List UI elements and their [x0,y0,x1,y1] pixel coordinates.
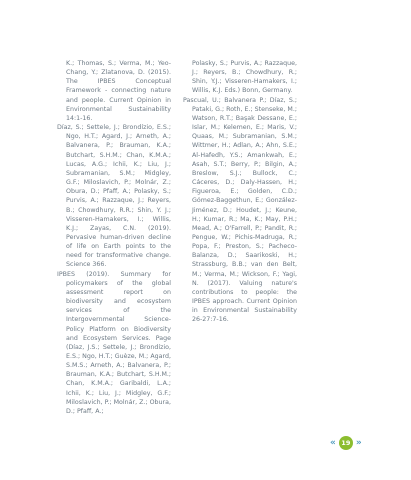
reference-continuation: Polasky, S.; Purvis, A.; Razzaque, J.; Reyers, B.; Chowdhury, R.; Shin, Y.J.; Visseren-Hamakers, I.; Willis, K.J. Eds.) Bonn, Germany. [192,60,297,95]
reference-continuation: K.; Thomas, S.; Verma, M.; Yeo-Chang, Y.; Zlatanova, D. (2015). The IPBES Conceptual Framework - connecting nature and people. Current Opinion in Environmental Sustainability 14:1-16. [66,60,171,122]
next-page-icon[interactable]: » [355,438,362,448]
page-number-badge: 19 [339,436,353,450]
reference-entry: IPBES (2019). Summary for policymakers of the global assessment report on biodiversity and ecosystem services of the Intergovernmental Science-Policy Platform on Biodiversity and Ecosystem Services. Page (Díaz, J.S.; Settele, J.; Brondízio, E.S.; Ngo, H.T.; Guèze, M.; Agard, S.M.S.; Arneth, A.; Balvanera, P.; Brauman, K.A.; Butchart, S.H.M.; Chan, K.M.A.; Garibaldi, L.A.; Ichii, K.; Liu, J.; Midgley, G.F.; Miloslavich, P.; Molnár, Z.; Obura, D.; Pfaff, A.; [57,270,171,415]
page-navigation [330,436,362,450]
references-left-column [57,59,171,416]
references-right-column [183,59,297,325]
reference-entry: Pascual, U.; Balvanera P.; Díaz, S.; Pataki, G.; Roth, E.; Stenseke, M.; Watson, R.T.; Başak Dessane, E.; Islar, M.; Kelemen, E.; Maris, V.; Quaas, M.; Subramanian, S.M.; Wittmer, H.; Adlan, A.; Ahn, S.E.; Al-Hafedh, Y.S.; Amankwah, E.; Asah, S.T.; Berry, P.; Bilgin, A.; Breslow, S.J.; Bullock, C.; Cáceres, D.; Daly-Hassen, H.; Figueroa, E.; Golden, C.D.; Gómez-Baggethun, E.; González-Jiménez, D.; Houdet, J.; Keune, H.; Kumar, R.; Ma, K.; May, P.H.; Mead, A.; O'Farrell, P.; Pandit, R.; Pengue, W.; Pichis-Madruga, R.; Popa, F.; Preston, S.; Pacheco-Balanza, D.; Saarikoski, H.; Strassburg, B.B.; van den Belt, M.; Verma, M.; Wickson, F.; Yagi, N. (2017). Valuing nature's contributions to people: the IPBES approach. Current Opinion in Environmental Sustainability 26-27:7-16. [183,96,297,324]
reference-entry: Díaz, S.; Settele, J.; Brondízio, E.S.; Ngo, H.T.; Agard, J.; Arneth, A.; Balvanera, P.; Brauman, K.A.; Butchart, S.H.M.; Chan, K.M.A.; Lucas, A.G.; Ichii, K.; Liu, J.; Subramanian, S.M.; Midgley, G.F.; Miloslavich, P.; Molnár, Z.; Obura, D.; Pfaff, A.; Polasky, S.; Purvis, A.; Razzaque, J.; Reyers, B.; Chowdhury, R.R.; Shin, Y. J.; Visseren-Hamakers, I.; Willis, K.J.; Zayas, C.N. (2019). Pervasive human-driven decline of life on Earth points to the need for transformative change. Science 366. [57,124,171,269]
previous-page-icon[interactable]: « [330,438,336,448]
